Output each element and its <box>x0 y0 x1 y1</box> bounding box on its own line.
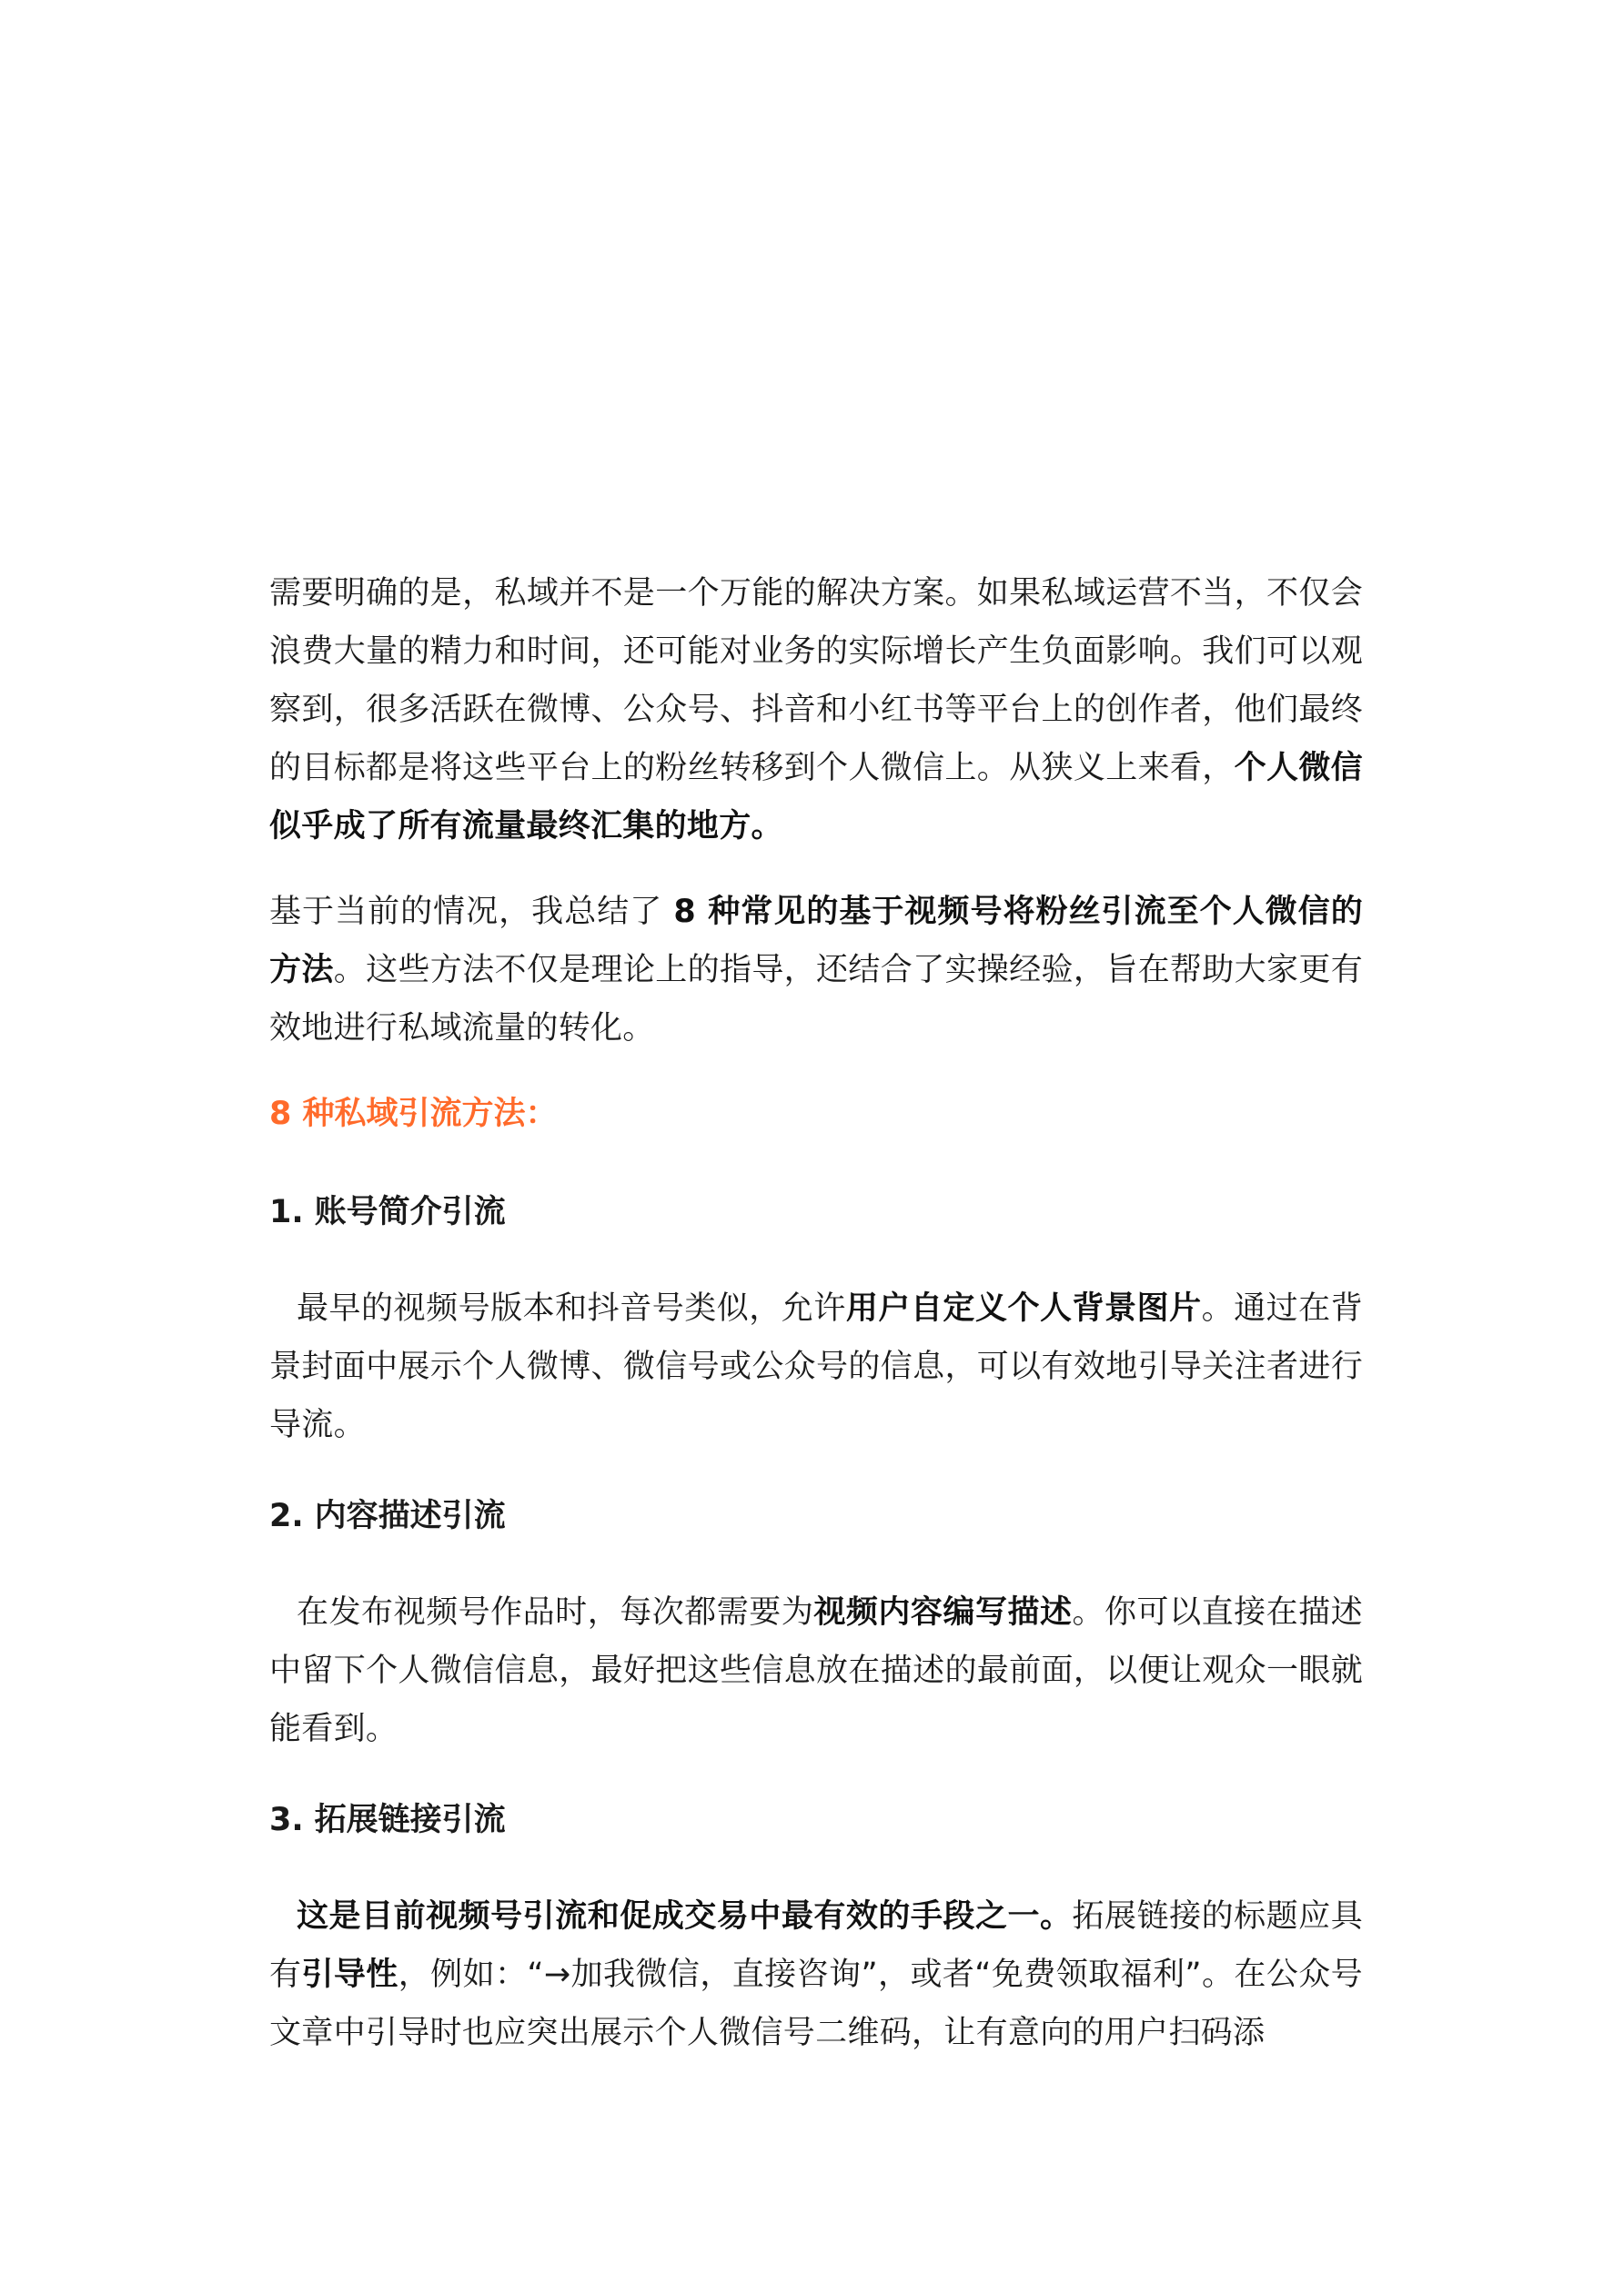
method-heading-3 <box>269 1791 1363 1849</box>
method-title: 拓展链接引流 <box>314 1802 506 1838</box>
intro-p2-text-start: 基于当前的情况，我总结了 <box>269 894 674 930</box>
method-text-bold: 用户自定义个人背景图片 <box>845 1290 1202 1327</box>
method-paragraph-2 <box>269 1583 1363 1758</box>
intro-p2-bold: 8 种常见的基于视频号将粉丝引流至个人微信的方法 <box>269 894 1364 988</box>
method-number: 2. <box>269 1498 304 1534</box>
method-heading-1 <box>269 1183 1363 1241</box>
method-number: 3. <box>269 1802 304 1838</box>
method-text: ，例如：“→加我微信，直接咨询”，或者“免费领取福利”。在公众号文章中引导时也应突出展示个人微信号二维码，让有意向的用户扫码添 <box>269 1957 1363 2051</box>
method-text: 最早的视频号版本和抖音号类似，允许 <box>297 1290 846 1327</box>
method-text: 。通过在背景封面中展示个人微博、微信号或公众号的信息，可以有效地引导关注者进行导流。 <box>269 1290 1363 1443</box>
intro-p1-bold: 个人微信似乎成了所有流量最终汇集的地方。 <box>269 750 1363 845</box>
intro-paragraph-2 <box>269 883 1363 1057</box>
method-title: 账号简介引流 <box>314 1194 506 1230</box>
intro-p1-text: 需要明确的是，私域并不是一个万能的解决方案。如果私域运营不当，不仅会浪费大量的精力和时间，还可能对业务的实际增长产生负面影响。我们可以观察到，很多活跃在微博、公众号、抖音和小红书等平台上的创作者，他们最终的目标都是将这些平台上的粉丝转移到个人微信上。从狭义上来看， <box>269 575 1363 786</box>
method-paragraph-3 <box>269 1887 1363 2062</box>
method-text: 在发布视频号作品时，每次都需要为 <box>297 1594 814 1631</box>
method-text-bold: 视频内容编写描述 <box>813 1594 1073 1631</box>
method-title: 内容描述引流 <box>314 1498 506 1534</box>
intro-paragraph-1 <box>269 564 1363 855</box>
method-text-bold: 这是目前视频号引流和促成交易中最有效的手段之一。 <box>297 1898 1073 1935</box>
intro-p2-text-end: 。这些方法不仅是理论上的指导，还结合了实操经验，旨在帮助大家更有效地进行私域流量的转化。 <box>269 952 1363 1047</box>
method-text-bold: 引导性 <box>301 1957 398 1993</box>
method-text: 拓展链接的标题应具有 <box>269 1898 1364 1993</box>
method-number: 1. <box>269 1194 304 1230</box>
method-text: 。你可以直接在描述中留下个人微信信息，最好把这些信息放在描述的最前面，以便让观众一眼就能看到。 <box>269 1594 1363 1747</box>
section-title: 8 种私域引流方法： <box>269 1096 558 1132</box>
method-heading-2 <box>269 1487 1363 1545</box>
article-body <box>269 564 1363 2089</box>
method-paragraph-1 <box>269 1279 1363 1454</box>
